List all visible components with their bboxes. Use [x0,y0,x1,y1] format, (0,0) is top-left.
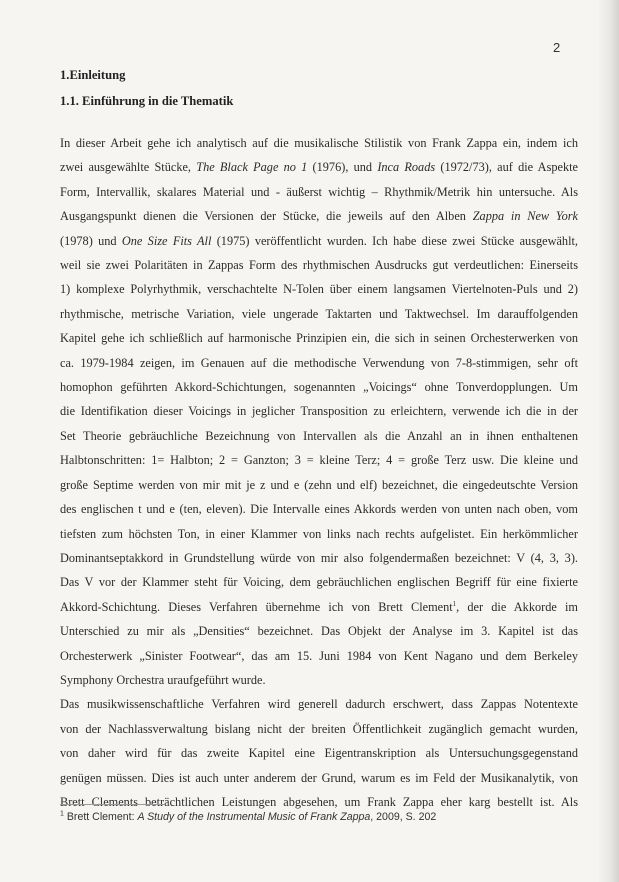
text-run: genügen müssen. Dies ist auch unter anderem der Grund, warum es im Feld der Musikanalytik, von [60,770,578,785]
footnote-separator [60,804,165,805]
text-line [60,326,578,350]
text-run: Akkord-Schichtung. Dieses Verfahren übernehme ich von Brett Clement [60,599,453,614]
text-line [60,155,578,179]
text-line [60,497,578,521]
text-run: Unterschied zu mir als „Densities“ bezeichnet. Das Objekt der Analyse im 3. Kapitel ist das [60,624,578,639]
text-run: (1976), und [307,160,378,175]
italic-title: A Study of the Instrumental Music of Frank Zappa [137,811,371,823]
text-run: homophon geführten Akkord-Schichtungen, sogenannten „Voicings“ ohne Tonverdopplungen. Um [60,380,578,395]
text-run: Brett Clements beträchtlichen Leistungen abgesehen, um Frank Zappa eher karg bestellt ist. Als [60,794,578,809]
paragraph-2 [60,692,578,814]
text-line [60,229,578,253]
text-run: große Septime werden von mir mit je z und e (zehn und elf) bezeichnet, die eingedeutschte Version [60,477,578,492]
chapter-heading: 1.Einleitung [60,68,126,82]
footnote-marker: 1 [60,810,64,818]
italic-title: Inca Roads [377,160,436,175]
italic-title: The Black Page no 1 [196,160,308,175]
page-number: 2 [553,40,561,55]
text-line [60,570,578,594]
text-run: tiefsten zum höchsten Ton, in einer Klammer von links nach rechts aufgelistet. Ein herkömmlicher [60,526,578,541]
text-line [60,253,578,277]
text-line [60,448,578,472]
text-run: Orchesterwerk „Sinister Footwear“, das am 15. Juni 1984 von Kent Nagano und dem Berkeley [60,648,578,663]
text-run: (1978) und [60,233,122,248]
text-line [60,399,578,423]
footnote-marker: 1 [452,599,457,608]
text-run: die Identifikation dieser Voicings in jeglicher Transposition zu erleichtern, verwende ich die in der [60,404,578,419]
text-run: Brett Clement: [63,811,138,823]
text-line [60,546,578,570]
section-heading: 1.1. Einführung in die Thematik [60,94,234,108]
text-line [60,277,578,301]
text-run: Symphony Orchestra uraufgeführt wurde. [60,672,266,687]
text-run: Ausgangspunkt dienen die Versionen der Stücke, die jeweils auf den Alben [60,209,473,224]
text-line [60,644,578,668]
page-edge-shadow [597,0,619,882]
text-run: , der die Akkorde im [456,599,578,614]
body-text [60,131,578,814]
text-run: 1) komplexe Polyrhythmik, verschachtelte N-Tolen über einem langsamen Viertelnoten-Puls und 2) [60,282,578,297]
italic-title: One Size Fits All [121,233,212,248]
text-line [60,473,578,497]
text-line [60,180,578,204]
text-run: In dieser Arbeit gehe ich analytisch auf die musikalische Stilistik von Frank Zappa ein, indem ich [60,136,578,150]
text-line [60,424,578,448]
text-line [60,204,578,228]
text-run: Set Theorie gebräuchliche Bezeichnung von Intervallen als die Anzahl an in ihnen enthaltenen [60,428,578,443]
text-run: von der Nachlassverwaltung bislang nicht der breiten Öffentlichkeit zugänglich gemacht wurden, [60,721,578,736]
text-run: Das V vor der Klammer steht für Voicing, dem gebräuchlichen englischen Begriff für eine fixierte [60,575,578,590]
text-line [60,351,578,375]
paragraph-1 [60,131,578,692]
text-line [60,522,578,546]
text-run: von daher wird für das zweite Kapitel eine Eigentranskription als Untersuchungsgegenstand [60,746,578,761]
text-line [60,717,578,741]
text-run: Halbtonschritten: 1= Halbton; 2 = Ganzton; 3 = kleine Terz; 4 = große Terz usw. Die kleine und [60,453,578,468]
text-run: zwei ausgewählte Stücke, [60,160,197,175]
text-line [60,668,578,692]
text-line [60,619,578,643]
text-run: ca. 1979-1984 zeigen, im Genauen auf die methodische Verwendung von 7-8-stimmigen, sehr oft [60,355,578,370]
text-line [60,302,578,326]
text-run: weil sie zwei Polaritäten in Zappas Form des rhythmischen Ausdrucks gut verdeutlichen: Einerseits [60,258,578,273]
text-run: (1972/73), auf die Aspekte [435,160,578,175]
footnote-1 [60,811,436,823]
italic-title: Zappa in New York [472,209,579,224]
text-run: Form, Intervallik, skalares Material und - äußerst wichtig – Rhythmik/Metrik hin untersuche. Als [60,184,578,199]
text-line [60,692,578,716]
text-line [60,766,578,790]
text-run: Das musikwissenschaftliche Verfahren wird generell dadurch erschwert, dass Zappas Notentexte [60,697,578,712]
text-line [60,595,578,619]
text-run: des englischen t und e (ten, eleven). Die Intervalle eines Akkords werden von unten nach oben, vom [60,502,578,517]
text-run: (1975) veröffentlicht wurden. Ich habe diese zwei Stücke ausgewählt, [211,233,578,248]
text-run: Dominantseptakkord in Grundstellung würde von mir also folgendermaßen bezeichnet: V (4, 3, 3). [60,550,578,565]
text-line [60,131,578,155]
text-run: rhythmische, metrische Variation, viele ungerade Taktarten und Taktwechsel. Im darauffolgenden [60,306,578,321]
text-run: , 2009, S. 202 [370,811,437,823]
text-line [60,741,578,765]
text-line [60,375,578,399]
text-run: Kapitel gehe ich schließlich auf harmonische Prinzipien ein, die sich in seinen Orchesterwerken von [60,331,578,346]
